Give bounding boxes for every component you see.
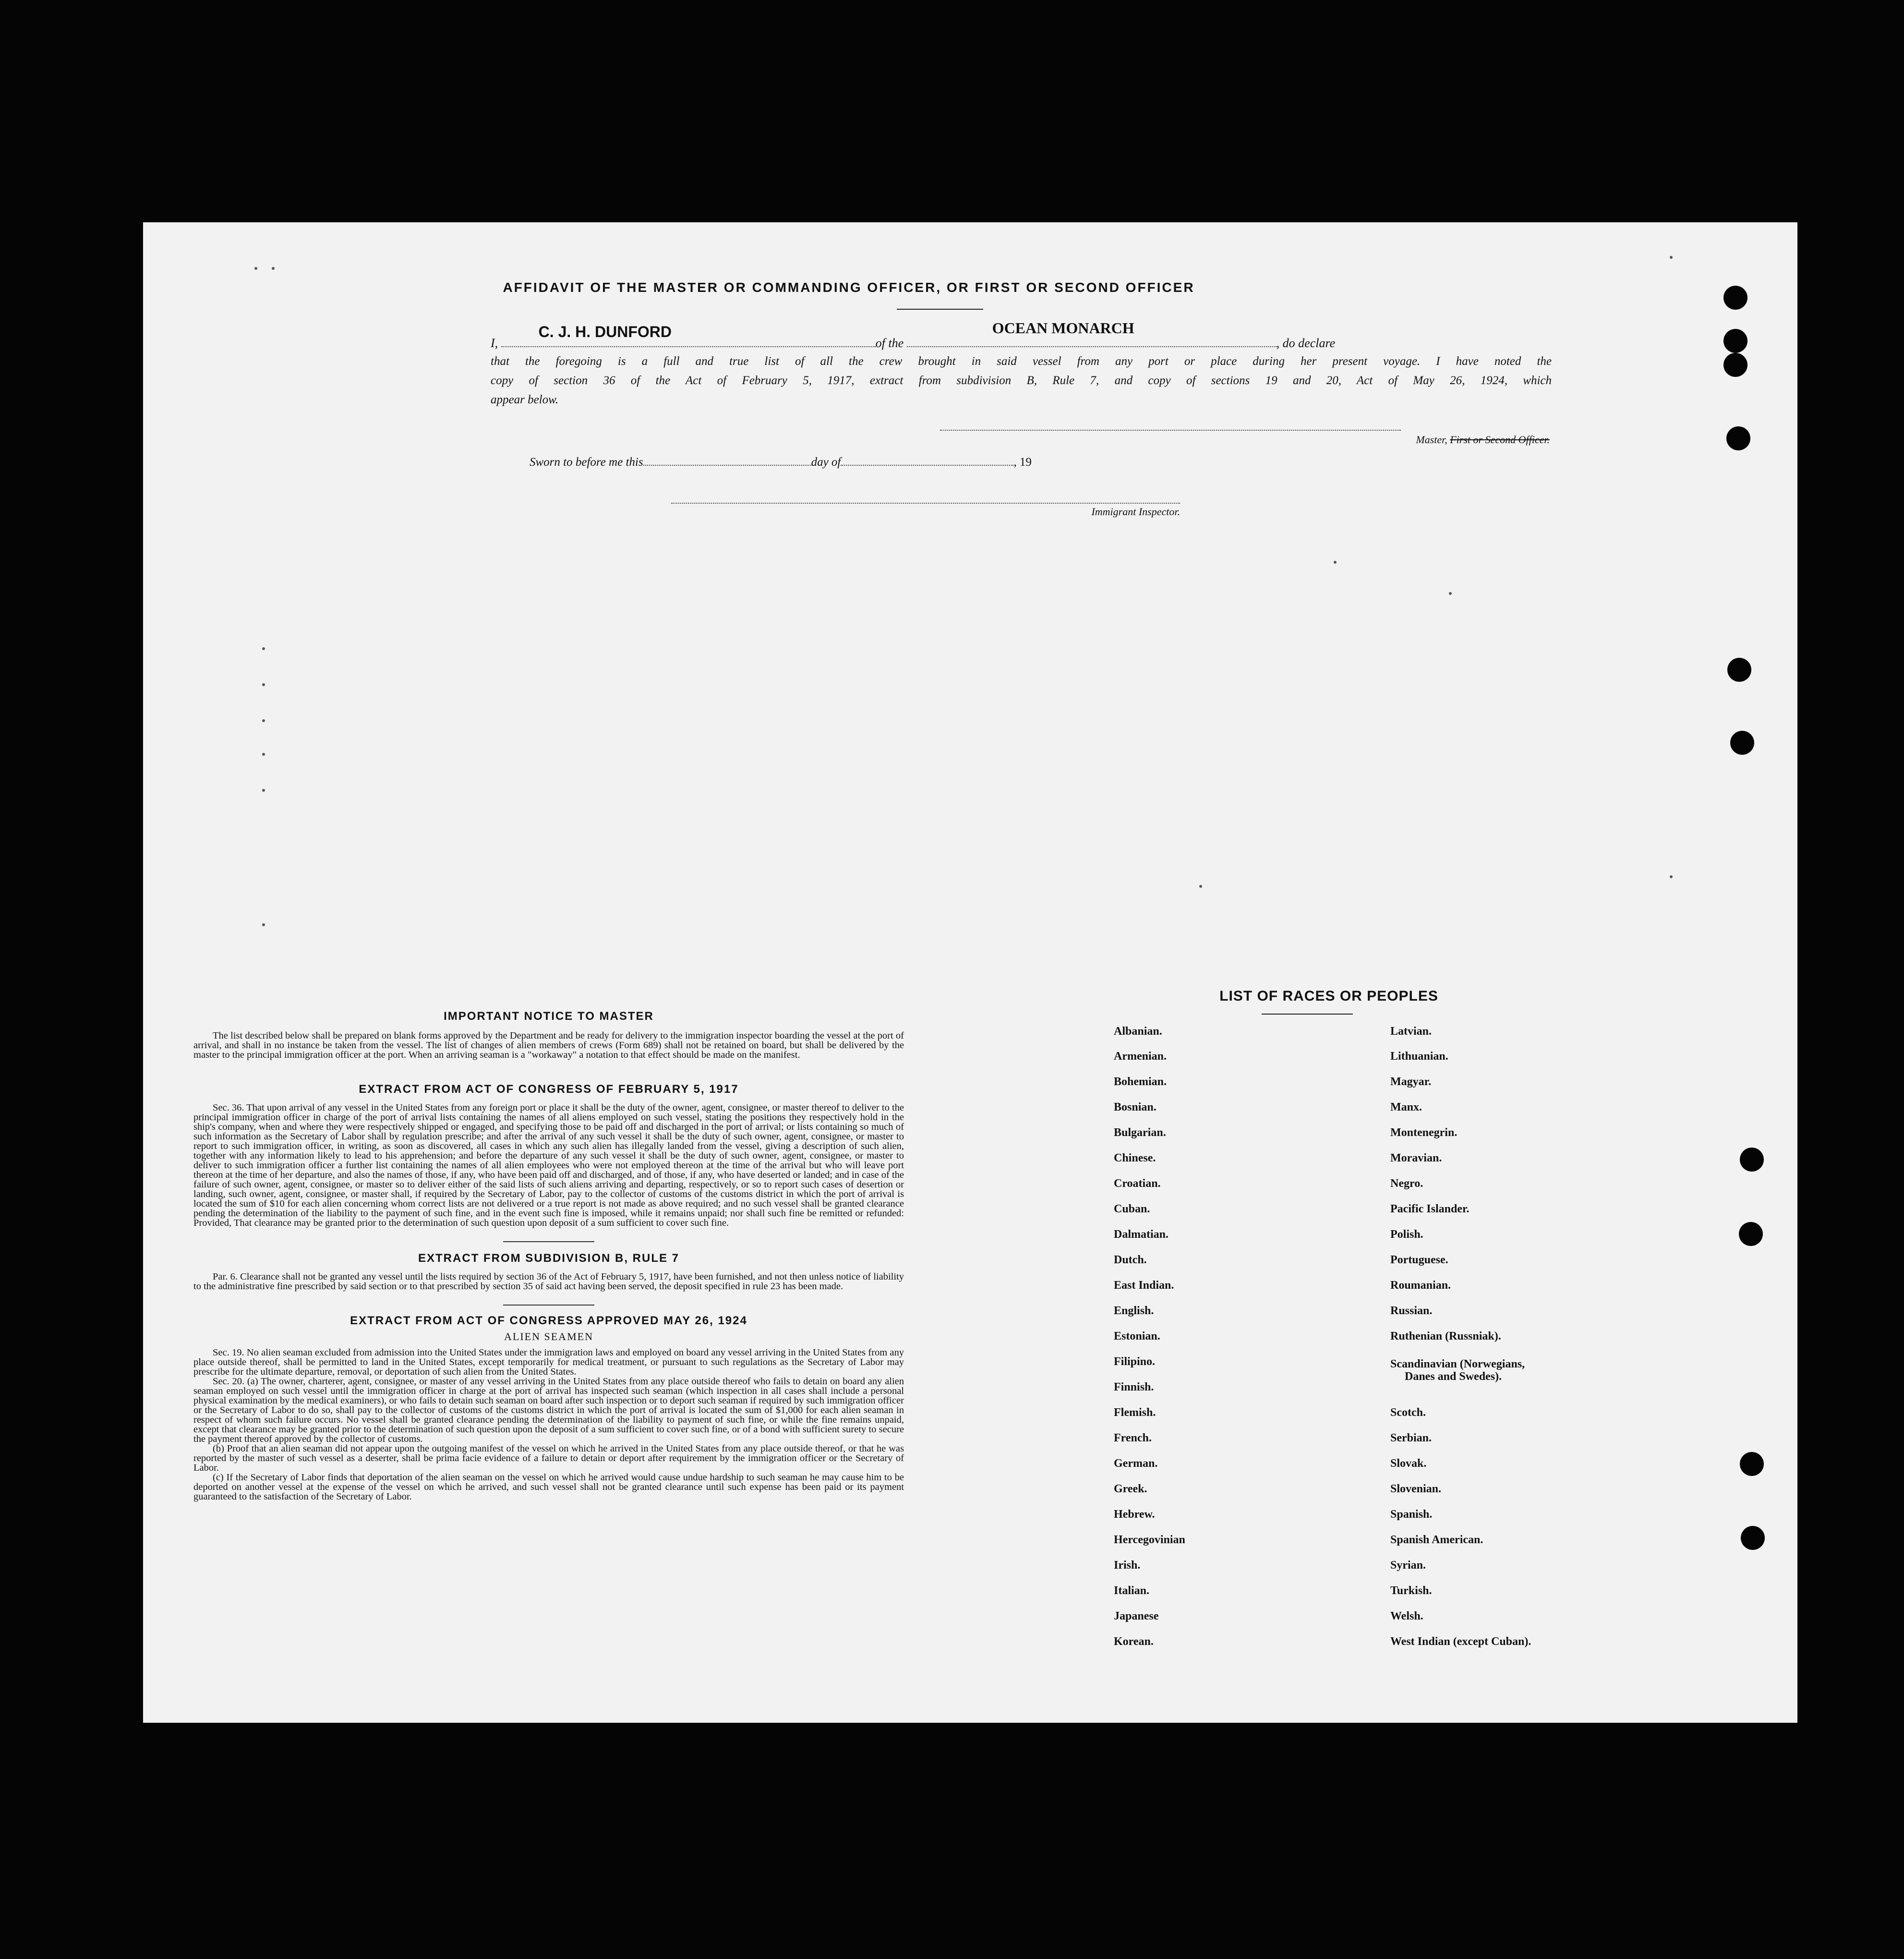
title-rule [897, 309, 983, 310]
race-right: Manx. [1390, 1101, 1422, 1113]
inspector-signature-line [671, 503, 1180, 504]
section-divider [503, 1305, 594, 1306]
punch-hole [1740, 1148, 1764, 1172]
scan-speck [1449, 592, 1452, 595]
race-left: Greek. [1114, 1483, 1147, 1495]
race-left: Japanese [1114, 1610, 1159, 1622]
extract-1917-text: Sec. 36. That upon arrival of any vessel in the United States from any foreign port or place it shall be the duty of the owner, agent, consignee, or master thereof to deliver to the principal immigration officer in charge of the port of arrival lists containing the names of all aliens employed on such vessel, stating the positions they respectively hold in the ship's company, when and where they were respectively shipped or engaged, and specifying those to be paid off and discharged in the port of arrival; or lists containing so much of such information as the Secretary of Labor shall by regulation prescribe; and after the arrival of any such vessel it shall be the duty of such owner, agent, consignee, or master to report to such immigration officer, in writing, as soon as discovered, all cases in which any such alien has illegally landed from the vessel, giving a description of such alien, together with any information likely to lead to his apprehension; and before the departure of any such vessel it shall be the duty of such owner, agent, consignee, or master to deliver to such immigration officer a further list containing the names of all alien employees who were not employed thereon at the time of the arrival but who will leave port thereon at the time of her departure, and also the names of those, if any, who have been paid off and discharged, and of those, if any, who have deserted or landed; and in case of the failure of such owner, agent, consignee, or master so to deliver either of the said lists of such aliens arriving and departing, respectively, or so to report such cases of desertion or landing, such owner, agent, consignee, or master shall, if required by the Secretary of Labor, pay to the collector of customs of the customs district in which the port of arrival is located the sum of $10 for each alien concerning whom correct lists are not delivered or a true report is not made as above required; and no such vessel shall be granted clearance pending the determination of the liability to the payment of such fine, and in the event such fine is imposed, while it remains unpaid; nor shall such fine be remitted or refunded: Provided, That clearance may be granted prior to the determination of such question upon deposit of a sum sufficient to cover such fine. [193, 1102, 904, 1228]
race-left: Dutch. [1114, 1254, 1147, 1266]
extract-1917-heading: EXTRACT FROM ACT OF CONGRESS OF FEBRUARY 5, 1917 [359, 1083, 739, 1096]
sec20c-text: (c) If the Secretary of Labor finds that deportation of the alien seaman on the vessel on which he arrived would cause undue hardship to such seaman he may cause him to be deported on another vessel at the expense of the vessel on which he arrived, and such vessel shall not be granted clearance until such expense has been paid or its payment guaranteed to the satisfaction of the Secretary of Labor. [193, 1472, 904, 1502]
race-right: Moravian. [1390, 1152, 1442, 1164]
of-the-label: of the [875, 336, 904, 350]
punch-hole [1739, 1222, 1763, 1246]
scan-speck [262, 923, 265, 926]
race-left: Bosnian. [1114, 1101, 1157, 1113]
extract-rule7-text: Par. 6. Clearance shall not be granted any vessel until the lists required by section 36 of the Act of February 5, 1917, have been furnished, and not then unless notice of liability to the administrative fine prescribed by said section or to that prescribed by section 35 of said act having been served, the deposit specified in rule 23 has been made. [193, 1271, 904, 1292]
race-left: Cuban. [1114, 1203, 1150, 1215]
race-left: Flemish. [1114, 1406, 1156, 1419]
race-left: German. [1114, 1457, 1158, 1470]
year-prefix: , 19 [1013, 456, 1032, 469]
master-signature-caption [1204, 434, 1550, 446]
race-right: Scotch. [1390, 1406, 1426, 1419]
inspector-label: Immigrant Inspector. [1091, 506, 1180, 518]
scan-speck [1199, 885, 1202, 888]
race-left: Hebrew. [1114, 1508, 1155, 1521]
vessel-name-field [907, 319, 1277, 347]
race-right: Slovak. [1390, 1457, 1427, 1470]
punch-hole [1730, 731, 1754, 755]
notice-text: The list described below shall be prepared on blank forms approved by the Department and be ready for delivery to the immigration inspector boarding the vessel at the port of arrival, and shall in no instance be taken from the vessel. The list of changes of alien members of crews (Form 689) shall not be retained on board, but shall be delivered by the master to the principal immigration officer at the port. When an arriving seaman is a "workaway" a notation to that effect should be made on the manifest. [193, 1030, 904, 1060]
race-left: French. [1114, 1432, 1152, 1444]
race-left: Italian. [1114, 1584, 1150, 1597]
affidavit-body [491, 352, 1552, 410]
sec20b-text: (b) Proof that an alien seaman did not appear upon the outgoing manifest of the vessel on which he arrived in the United States from any place outside thereof, or that he was reported by the master of such vessel as a deserter, shall be prima facie evidence of a failure to detain or deport after requirement by the immigration officer or the Secretary of Labor. [193, 1443, 904, 1473]
race-left: Croatian. [1114, 1177, 1161, 1190]
master-signature-line [940, 430, 1401, 431]
scan-speck [262, 683, 265, 686]
scan-speck [262, 647, 265, 650]
race-right: West Indian (except Cuban). [1390, 1635, 1531, 1648]
vessel-name: OCEAN MONARCH [992, 319, 1134, 337]
do-declare-label: , do declare [1276, 336, 1336, 350]
race-left: Irish. [1114, 1559, 1141, 1572]
race-right: Syrian. [1390, 1559, 1426, 1572]
punch-hole [1726, 426, 1750, 450]
race-left: Dalmatian. [1114, 1228, 1169, 1241]
scan-speck [262, 719, 265, 722]
master-name-field [501, 323, 876, 347]
punch-hole [1741, 1526, 1765, 1550]
scan-speck [254, 267, 257, 270]
race-left: East Indian. [1114, 1279, 1174, 1292]
master-label: Master, [1416, 434, 1447, 446]
i-prefix: I, [491, 336, 498, 350]
extract-rule7-heading: EXTRACT FROM SUBDIVISION B, RULE 7 [418, 1252, 680, 1265]
master-name: C. J. H. DUNFORD [538, 323, 672, 340]
race-right: Lithuanian. [1390, 1050, 1448, 1063]
race-right: Spanish American. [1390, 1534, 1483, 1546]
struck-officer-label: First or Second Officer. [1450, 434, 1550, 446]
race-right: Latvian. [1390, 1025, 1432, 1038]
sec20a-text: Sec. 20. (a) The owner, charterer, agent, consignee, or master of any vessel arriving in the United States from any place outside thereof who fails to detain on board any alien seaman employed on such vessel until the immigration officer in charge at the port of arrival has inspected such seaman (which inspection in all cases shall include a personal physical examination by the medical examiners), or who fails to detain such seaman on board after such inspection or to deport such seaman if required by such immigration officer or the Secretary of Labor to do so, shall pay to the collector of customs of the customs district in which the port of arrival is located the sum of $1,000 for each alien seaman in respect of whom such failure occurs. No vessel shall be granted clearance pending the determination of the liability to payment of such fine, or while the fine remains unpaid, except that clearance may be granted prior to the determination of such question upon the deposit of a sum sufficient to cover such fine, or of a bond with sufficient surety to secure the payment thereof approved by the collector of customs. [193, 1376, 904, 1444]
scan-speck [262, 789, 265, 792]
race-left: English. [1114, 1305, 1154, 1317]
race-right: Montenegrin. [1390, 1126, 1458, 1139]
race-right-continued: Danes and Swedes). [1405, 1370, 1502, 1383]
affidavit-body-line-2: copy of section 36 of the Act of February 5, 1917, extract from subdivision B, Rule 7, and copy of sections 19 and 20, Act of May 26, 1924, which [491, 374, 1552, 387]
notices-column [193, 1010, 904, 1501]
race-right: Ruthenian (Russniak). [1390, 1330, 1501, 1342]
document-page [143, 222, 1797, 1723]
race-right: Pacific Islander. [1390, 1203, 1470, 1215]
scan-speck [272, 267, 275, 270]
affidavit-body-line-1: that the foregoing is a full and true list of all the crew brought in said vessel from any port or place during her present voyage. I have noted the [491, 355, 1552, 368]
scan-speck [1670, 256, 1673, 259]
race-left: Filipino. [1114, 1355, 1156, 1368]
race-right: Welsh. [1390, 1610, 1423, 1622]
sec19-text: Sec. 19. No alien seaman excluded from admission into the United States under the immigration laws and employed on board any vessel arriving in the United States from any place outside thereof, shall be permitted to land in the United States, except temporarily for medical treatment, or pursuant to such regulations as the Secretary of Labor may prescribe for the ultimate departure, removal, or deportation of such alien from the United States. [193, 1347, 904, 1377]
race-right: Negro. [1390, 1177, 1423, 1190]
punch-hole [1723, 329, 1747, 353]
extract-1924-subheading: ALIEN SEAMEN [504, 1330, 593, 1342]
notice-heading: IMPORTANT NOTICE TO MASTER [444, 1010, 654, 1023]
races-heading-rule [1262, 1014, 1353, 1015]
scan-speck [262, 753, 265, 756]
race-right: Serbian. [1390, 1432, 1432, 1444]
race-left: Chinese. [1114, 1152, 1156, 1164]
extract-1924-heading: EXTRACT FROM ACT OF CONGRESS APPROVED MAY 26, 1924 [350, 1314, 747, 1327]
day-of-label: day of [811, 456, 841, 469]
race-left: Albanian. [1114, 1025, 1162, 1038]
race-right: Scandinavian (Norwegians, [1390, 1358, 1525, 1370]
punch-hole [1727, 658, 1751, 682]
affidavit-line-1 [491, 319, 1547, 351]
sworn-month-field [841, 465, 1013, 466]
race-left: Armenian. [1114, 1050, 1167, 1063]
race-right: Magyar. [1390, 1076, 1432, 1088]
race-right: Russian. [1390, 1305, 1433, 1317]
race-right: Portuguese. [1390, 1254, 1448, 1266]
race-left: Bohemian. [1114, 1076, 1167, 1088]
section-divider [503, 1241, 594, 1242]
sworn-line [530, 456, 1032, 469]
race-left: Hercegovinian [1114, 1534, 1185, 1546]
race-right: Turkish. [1390, 1584, 1432, 1597]
scan-speck [1670, 875, 1673, 878]
punch-hole [1723, 353, 1747, 377]
race-left: Korean. [1114, 1635, 1154, 1648]
sworn-day-field [643, 465, 811, 466]
punch-hole [1740, 1452, 1764, 1476]
race-left: Finnish. [1114, 1381, 1154, 1393]
race-right: Polish. [1390, 1228, 1423, 1241]
affidavit-body-line-3: appear below. [491, 393, 559, 406]
affidavit-title: AFFIDAVIT OF THE MASTER OR COMMANDING OFFICER, OR FIRST OR SECOND OFFICER [503, 280, 1195, 295]
race-left: Bulgarian. [1114, 1126, 1166, 1139]
race-right: Slovenian. [1390, 1483, 1442, 1495]
race-right: Roumanian. [1390, 1279, 1451, 1292]
races-heading: LIST OF RACES OR PEOPLES [1219, 988, 1438, 1004]
scan-speck [1334, 561, 1337, 564]
race-right: Spanish. [1390, 1508, 1433, 1521]
sworn-prefix: Sworn to before me this [530, 456, 643, 469]
race-left: Estonian. [1114, 1330, 1160, 1342]
punch-hole [1723, 286, 1747, 310]
